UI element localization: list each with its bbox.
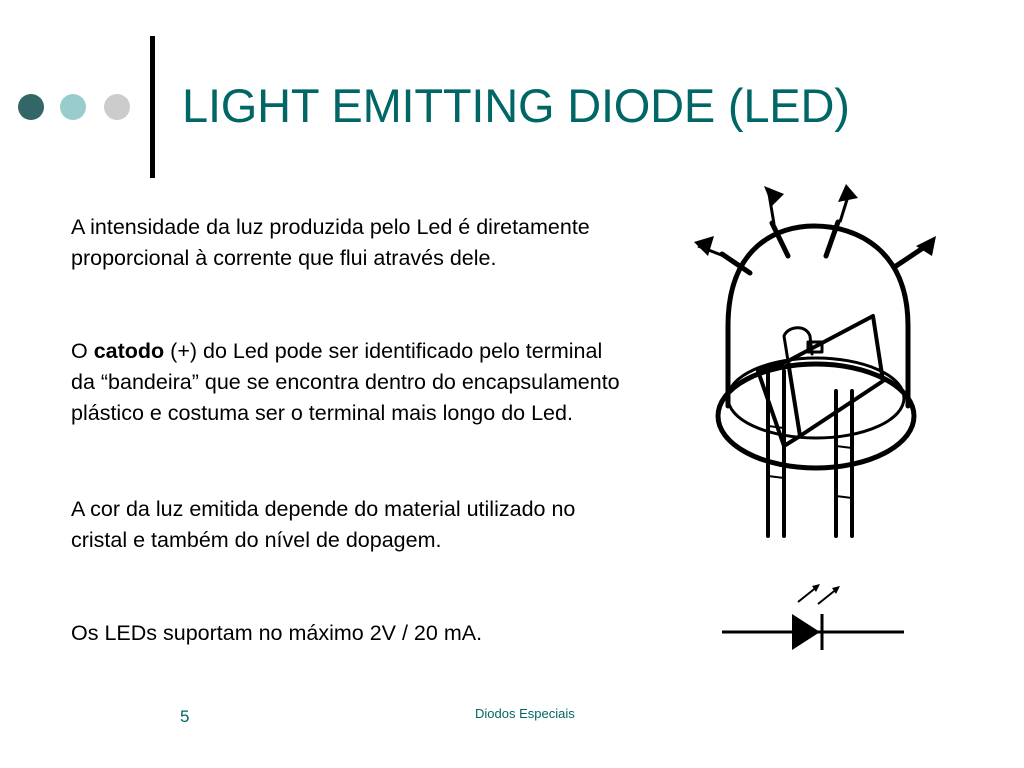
- paragraph-limits-text: Os LEDs suportam no máximo 2V / 20 mA.: [71, 621, 483, 645]
- led-illustration: [688, 176, 940, 544]
- led-symbol-icon: [716, 578, 912, 658]
- paragraph-color-text: A cor da luz emitida depende do material utilizado no cristal e também do nível de dopagem.: [71, 497, 576, 552]
- footer-presentation-title: Diodos Especiais: [475, 706, 575, 721]
- decorative-dot-dark: [18, 94, 44, 120]
- slide-number: 5: [180, 707, 190, 726]
- paragraph-cathode-suffix: (+) do Led pode ser identificado pelo terminal da “bandeira” que se encontra dentro do encapsulamento plástico e costuma ser o terminal mais longo do Led.: [71, 339, 620, 425]
- paragraph-cathode: [71, 336, 631, 429]
- paragraph-intensity-text: A intensidade da luz produzida pelo Led é diretamente proporcional à corrente que flui através dele.: [71, 215, 590, 270]
- paragraph-intensity: [71, 212, 631, 274]
- title-divider-bar: [150, 36, 155, 178]
- decorative-dot-light: [60, 94, 86, 120]
- paragraph-limits: [71, 618, 631, 649]
- decorative-dot-gray: [104, 94, 130, 120]
- paragraph-cathode-prefix: O: [71, 339, 94, 363]
- paragraph-cathode-bold: catodo: [93, 339, 165, 363]
- paragraph-color: [71, 494, 631, 556]
- slide-title: LIGHT EMITTING DIODE (LED): [182, 79, 850, 132]
